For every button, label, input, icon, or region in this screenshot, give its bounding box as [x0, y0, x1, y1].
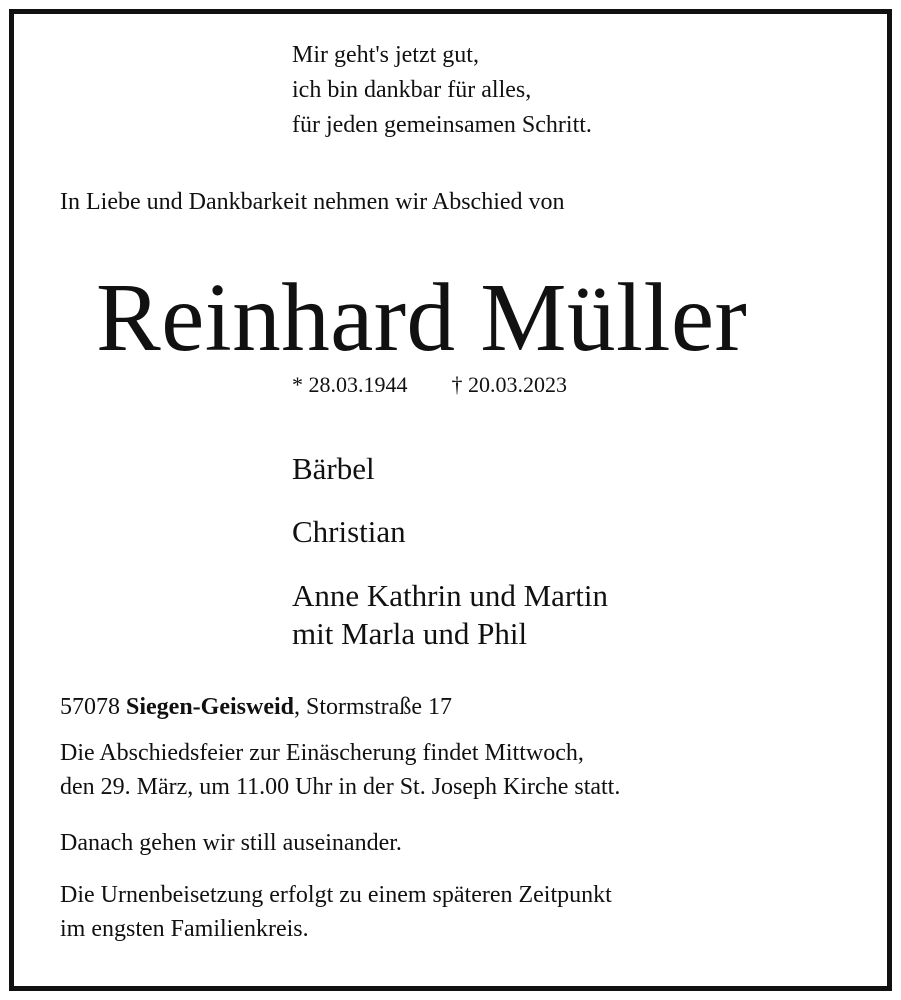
poem-line: Mir geht's jetzt gut, — [292, 42, 479, 68]
death-date: † 20.03.2023 — [451, 372, 567, 397]
mourner-name: Bärbel — [292, 451, 375, 486]
postal-code: 57078 — [60, 694, 120, 720]
life-dates — [292, 370, 567, 400]
farewell-notice: Danach gehen wir still auseinander. — [60, 830, 402, 856]
deceased-name: Reinhard Müller — [96, 264, 748, 371]
mourner-family-line: mit Marla und Phil — [292, 616, 528, 651]
poem-line: ich bin dankbar für alles, — [292, 77, 532, 103]
mourner-name: Christian — [292, 514, 406, 549]
ceremony-line: Die Abschiedsfeier zur Einäscherung findet Mittwoch, — [60, 740, 584, 766]
burial-notice — [60, 878, 612, 946]
address — [60, 690, 452, 724]
burial-line: im engsten Familienkreis. — [60, 916, 309, 942]
poem-verse — [292, 38, 592, 143]
mourner-family — [292, 577, 608, 653]
birth-date: * 28.03.1944 — [292, 372, 408, 397]
intro-text: In Liebe und Dankbarkeit nehmen wir Abschied von — [60, 189, 565, 215]
burial-line: Die Urnenbeisetzung erfolgt zu einem späteren Zeitpunkt — [60, 882, 612, 908]
mourner-family-line: Anne Kathrin und Martin — [292, 578, 608, 613]
poem-line: für jeden gemeinsamen Schritt. — [292, 112, 592, 138]
city: Siegen-Geisweid — [126, 694, 294, 720]
ceremony-line: den 29. März, um 11.00 Uhr in der St. Joseph Kirche statt. — [60, 774, 621, 800]
street: , Stormstraße 17 — [294, 694, 452, 720]
ceremony-notice — [60, 736, 620, 804]
